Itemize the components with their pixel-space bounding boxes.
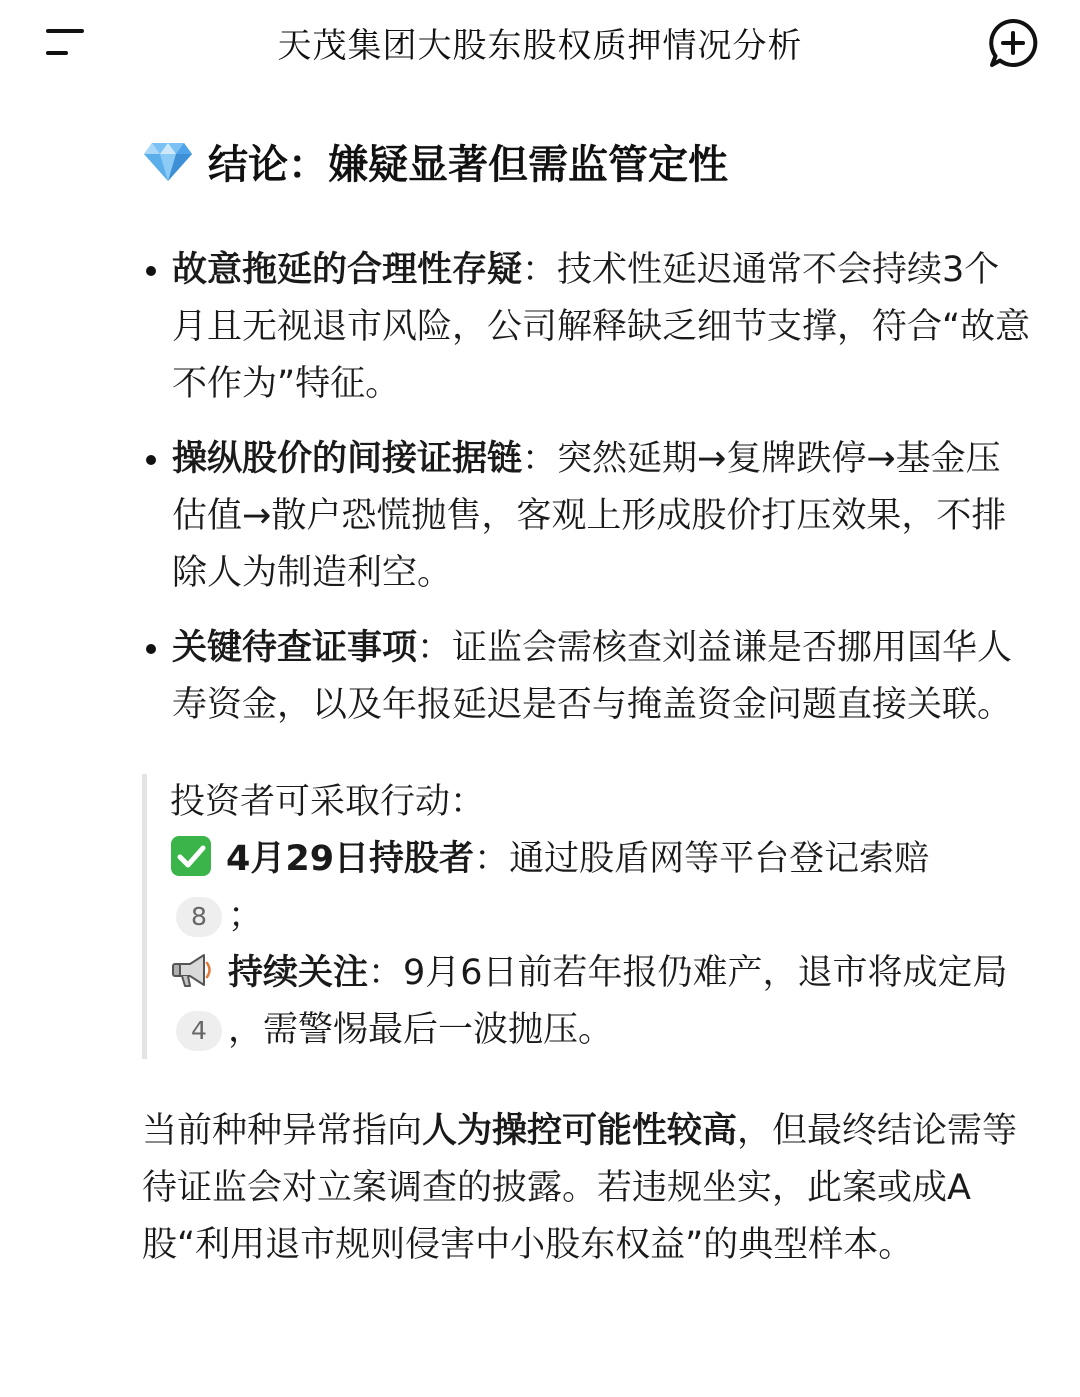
citation-badge[interactable]: 4 xyxy=(176,1011,222,1051)
section-heading xyxy=(142,130,1042,192)
list-item xyxy=(142,620,1032,734)
action-item-title: 持续关注 xyxy=(228,953,369,993)
megaphone-icon xyxy=(170,949,214,991)
action-item-title: 4月29日持股者 xyxy=(226,839,475,879)
conclusion-post: ，但最终结论需等待证监会对立案调查的披露。若违规坐实，此案或成A股“利用退市规则侵害中小股东权益”的典型样本。 xyxy=(142,1111,1018,1265)
new-chat-button[interactable] xyxy=(986,16,1040,70)
list-item-title: 故意拖延的合理性存疑 xyxy=(172,250,523,290)
list-item-text: ：技术性延迟通常不会持续3个月且无视退市风险，公司解释缺乏细节支撑，符合“故意不作为”特征。 xyxy=(172,250,1031,404)
check-mark-icon xyxy=(170,835,212,877)
citation-badge[interactable]: 8 xyxy=(176,897,222,937)
list-item xyxy=(142,242,1032,413)
section-heading-text: 结论：嫌疑显著但需监管定性 xyxy=(208,141,728,188)
blockquote-intro: 投资者可采取行动： xyxy=(170,782,486,822)
menu-icon xyxy=(46,29,84,33)
conclusion-paragraph xyxy=(142,1103,1042,1274)
action-item-text: ：通过股盾网等平台登记索赔 xyxy=(474,839,930,879)
page-title: 天茂集团大股东股权质押情况分析 xyxy=(277,26,803,66)
conclusion-emphasis: 人为操控可能性较高 xyxy=(422,1111,738,1151)
list-item-text: ：证监会需核查刘益谦是否挪用国华人寿资金，以及年报延迟是否与掩盖资金问题直接关联。 xyxy=(172,628,1013,725)
top-bar xyxy=(0,0,1080,84)
list-item-title: 关键待查证事项 xyxy=(172,628,418,668)
action-item-tail: ，需警惕最后一波抛压。 xyxy=(228,1010,614,1050)
list-item-text: ：突然延期→复牌跌停→基金压估值→散户恐慌抛售，客观上形成股价打压效果，不排除人为制造利空。 xyxy=(172,439,1007,593)
list-item-title: 操纵股价的间接证据链 xyxy=(172,439,523,479)
menu-icon-short-line xyxy=(46,51,68,55)
action-item-text: ：9月6日前若年报仍难产，退市将成定局 xyxy=(368,953,1008,993)
message-content xyxy=(142,130,1042,1274)
action-item-tail: ； xyxy=(228,896,264,936)
investor-actions-blockquote xyxy=(142,774,1030,1059)
action-item-watch xyxy=(170,945,1030,1059)
action-item-holders xyxy=(170,831,1030,945)
conclusion-pre: 当前种种异常指向 xyxy=(142,1111,423,1151)
findings-list xyxy=(142,242,1042,734)
list-item xyxy=(142,431,1032,602)
new-chat-icon xyxy=(986,16,1040,70)
gem-icon xyxy=(142,139,194,183)
menu-button[interactable] xyxy=(40,22,92,62)
